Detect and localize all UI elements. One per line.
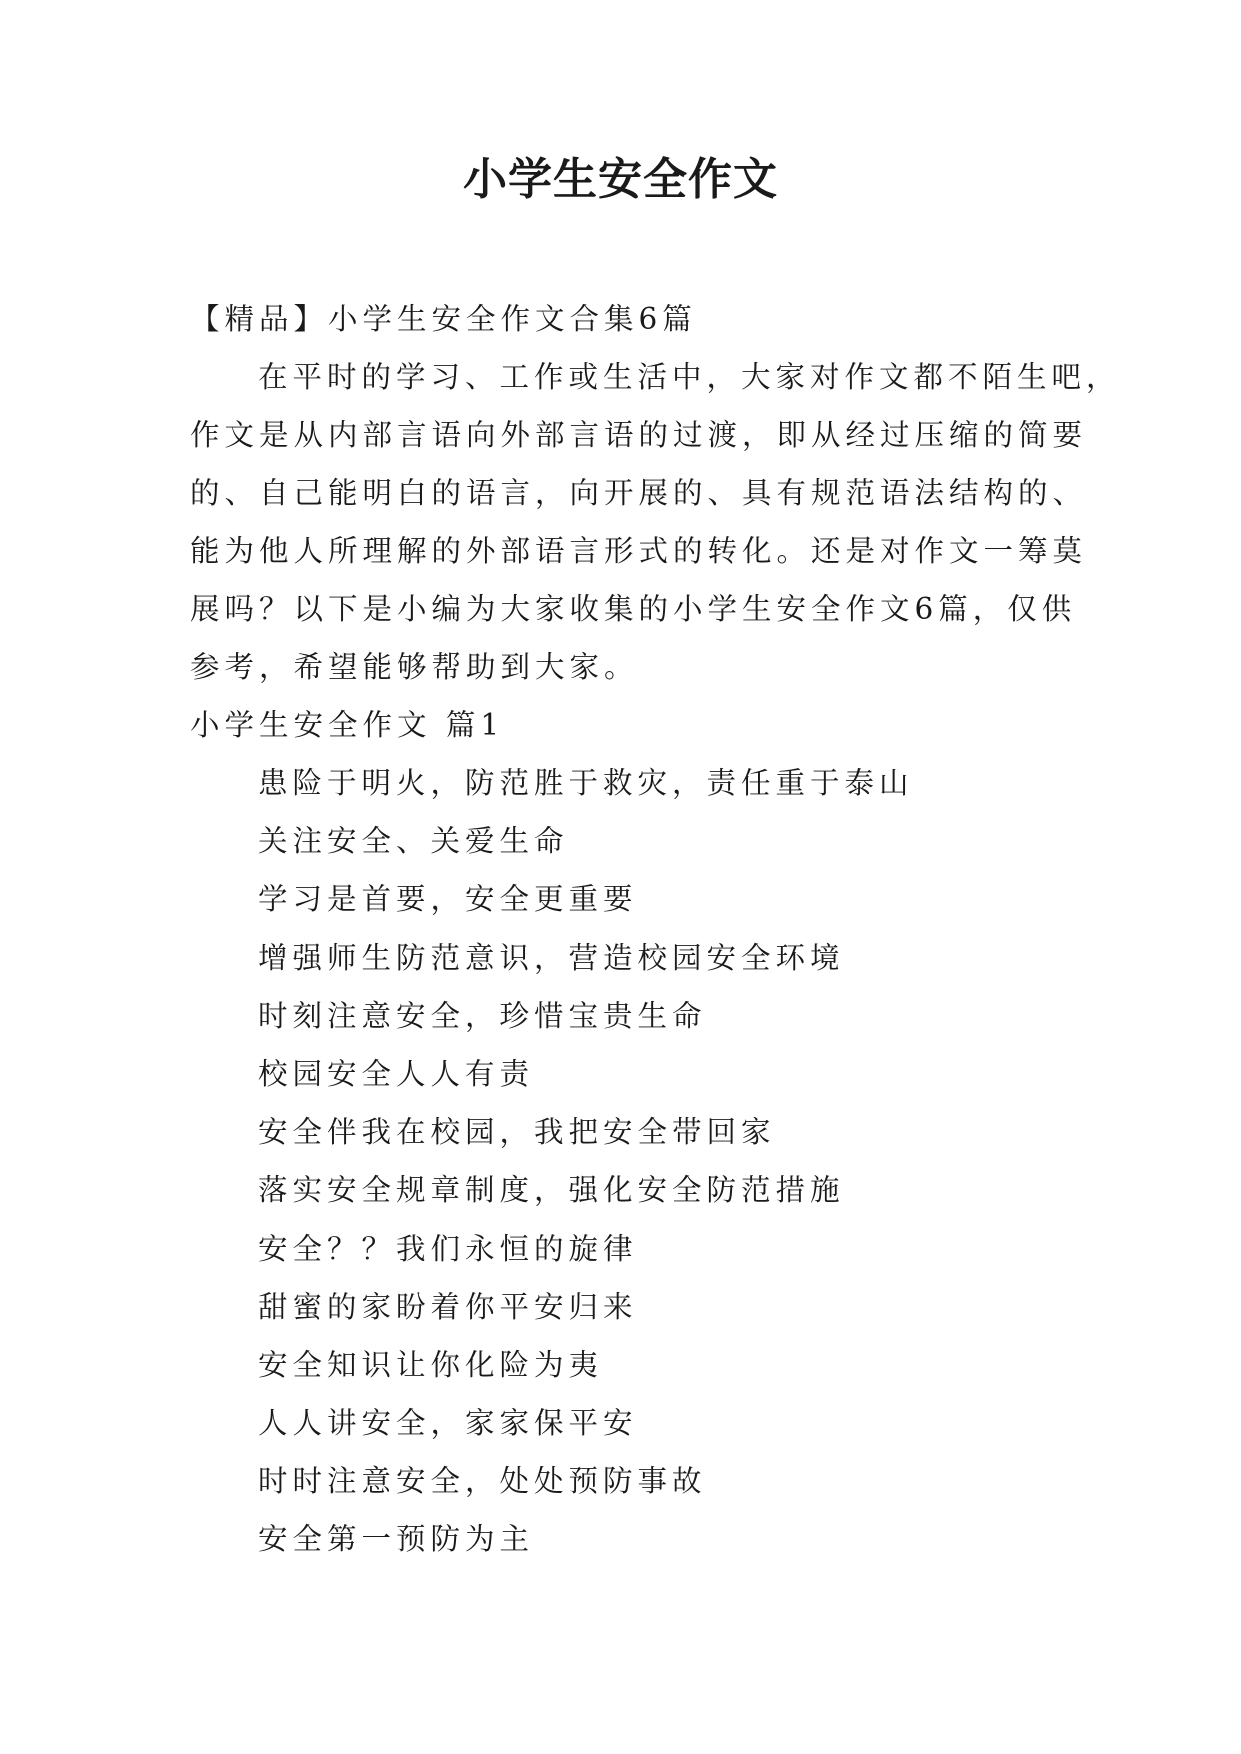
section-heading: 小学生安全作文 篇1 [190, 708, 505, 742]
slogan-item: 时刻注意安全，珍惜宝贵生命 [258, 998, 707, 1033]
slogan-item: 安全知识让你化险为夷 [258, 1347, 604, 1382]
slogan-item: 时时注意安全，处处预防事故 [258, 1464, 707, 1499]
intro-line: 参考，希望能够帮助到大家。 [190, 650, 639, 684]
slogan-item: 甜蜜的家盼着你平安归来 [258, 1289, 638, 1324]
intro-line: 在平时的学习、工作或生活中，大家对作文都不陌生吧， [258, 360, 1121, 394]
intro-line: 作文是从内部言语向外部言语的过渡，即从经过压缩的简要 [190, 418, 1088, 452]
intro-line: 展吗？以下是小编为大家收集的小学生安全作文6篇，仅供 [190, 592, 1077, 626]
intro-line: 的、自己能明白的语言，向开展的、具有规范语法结构的、 [190, 476, 1088, 510]
slogan-item: 落实安全规章制度，强化安全防范措施 [258, 1173, 845, 1208]
slogan-item: 关注安全、关爱生命 [258, 824, 569, 859]
slogan-item: 校园安全人人有责 [258, 1056, 535, 1091]
intro-line: 能为他人所理解的外部语言形式的转化。还是对作文一筹莫 [190, 534, 1088, 568]
slogan-item: 增强师生防范意识，营造校园安全环境 [258, 940, 845, 975]
slogan-item: 人人讲安全，家家保平安 [258, 1406, 638, 1441]
document-subtitle: 【精品】小学生安全作文合集6篇 [190, 302, 697, 336]
slogan-item: 安全伴我在校园，我把安全带回家 [258, 1115, 776, 1150]
document-body [190, 290, 1121, 1569]
intro-paragraph [190, 348, 1121, 696]
slogan-item: 安全？？我们永恒的旋律 [258, 1231, 638, 1266]
slogan-list [190, 754, 1090, 1569]
document-title: 小学生安全作文 [463, 154, 778, 205]
slogan-item: 患险于明火，防范胜于救灾，责任重于泰山 [258, 766, 914, 800]
slogan-item: 学习是首要，安全更重要 [258, 882, 638, 917]
slogan-item: 安全第一预防为主 [258, 1522, 535, 1557]
